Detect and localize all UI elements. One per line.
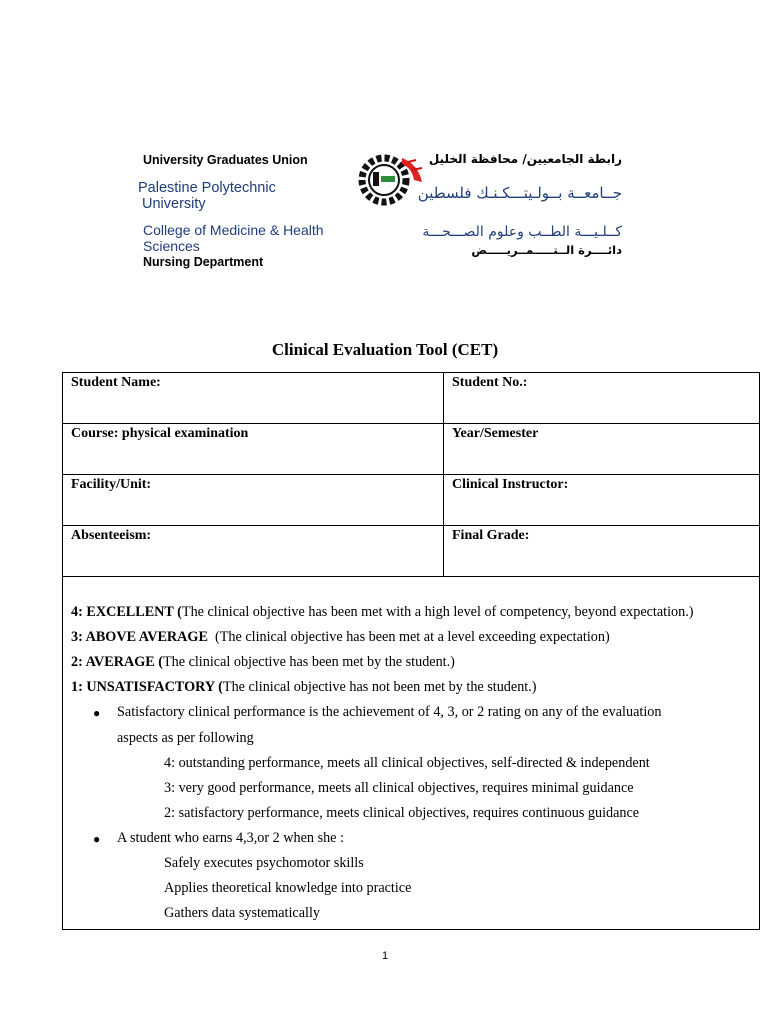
facility-unit-field[interactable]: Facility/Unit:	[63, 475, 444, 526]
criteria-item: 2: satisfactory performance, meets clinical objectives, requires continuous guidance	[164, 805, 640, 821]
university-name-line2: University	[142, 196, 206, 212]
college-name-line1: College of Medicine & Health	[143, 222, 324, 238]
university-name-ar: جــامعــة بــولـيتـــكـنـك فلسطين	[417, 184, 622, 202]
criteria-item: 3: very good performance, meets all clinical objectives, requires minimal guidance	[164, 780, 634, 796]
page-number: 1	[381, 950, 389, 962]
bullet-icon: ●	[93, 706, 101, 720]
student-earns-line: A student who earns 4,3,or 2 when she :	[117, 830, 344, 846]
table-row	[63, 475, 760, 526]
university-name-en	[138, 180, 276, 212]
student-no-field[interactable]: Student No.:	[444, 373, 760, 424]
department-name-ar: دائــــرة الــتـــــمــريـــــض	[471, 243, 622, 257]
rating-desc: The clinical objective has not been met by the student.)	[222, 679, 537, 695]
student-name-field[interactable]: Student Name:	[63, 373, 444, 424]
year-semester-field[interactable]: Year/Semester	[444, 424, 760, 475]
student-info-table	[62, 372, 760, 577]
final-grade-field[interactable]: Final Grade:	[444, 526, 760, 577]
rating-label: 1: UNSATISFACTORY (	[71, 679, 223, 695]
satisfactory-definition-line1: Satisfactory clinical performance is the achievement of 4, 3, or 2 rating on any of the evaluation	[117, 704, 662, 720]
rating-excellent	[71, 604, 694, 621]
course-field[interactable]: Course: physical examination	[63, 424, 444, 475]
college-name-en	[143, 222, 324, 254]
clinical-instructor-field[interactable]: Clinical Instructor:	[444, 475, 760, 526]
document-title: Clinical Evaluation Tool (CET)	[271, 340, 499, 359]
bullet-icon: ●	[93, 832, 101, 846]
rating-average	[71, 654, 455, 671]
rating-above-average	[71, 629, 610, 646]
rating-label: 2: AVERAGE (	[71, 654, 163, 670]
satisfactory-definition-line2: aspects as per following	[117, 730, 254, 746]
university-name-line1: Palestine Polytechnic	[138, 180, 276, 196]
table-row	[63, 526, 760, 577]
criteria-item: Safely executes psychomotor skills	[164, 855, 364, 871]
rating-desc: The clinical objective has been met by the student.)	[162, 654, 455, 670]
department-name-en: Nursing Department	[143, 255, 264, 269]
rating-desc: (The clinical objective has been met at a level exceeding expectation)	[207, 629, 610, 645]
union-name-ar: رابطة الجامعيين/ محافظة الخليل	[428, 152, 622, 166]
criteria-item: Applies theoretical knowledge into practice	[164, 880, 412, 896]
rating-desc: The clinical objective has been met with a high level of competency, beyond expectation.)	[181, 604, 694, 620]
college-name-ar: كــلـيـــة الطــب وعلوم الصـــحـــة	[422, 224, 622, 240]
rating-criteria-box	[62, 577, 760, 930]
table-row	[63, 373, 760, 424]
rating-unsatisfactory	[71, 679, 537, 696]
criteria-item: 4: outstanding performance, meets all clinical objectives, self-directed & independent	[164, 755, 650, 771]
college-name-line2: Sciences	[143, 238, 200, 254]
criteria-item: Gathers data systematically	[164, 905, 321, 921]
rating-label: 3: ABOVE AVERAGE	[71, 629, 208, 645]
rating-label: 4: EXCELLENT (	[71, 604, 182, 620]
table-row	[63, 424, 760, 475]
union-name-en: University Graduates Union	[143, 153, 308, 167]
absenteeism-field[interactable]: Absenteeism:	[63, 526, 444, 577]
